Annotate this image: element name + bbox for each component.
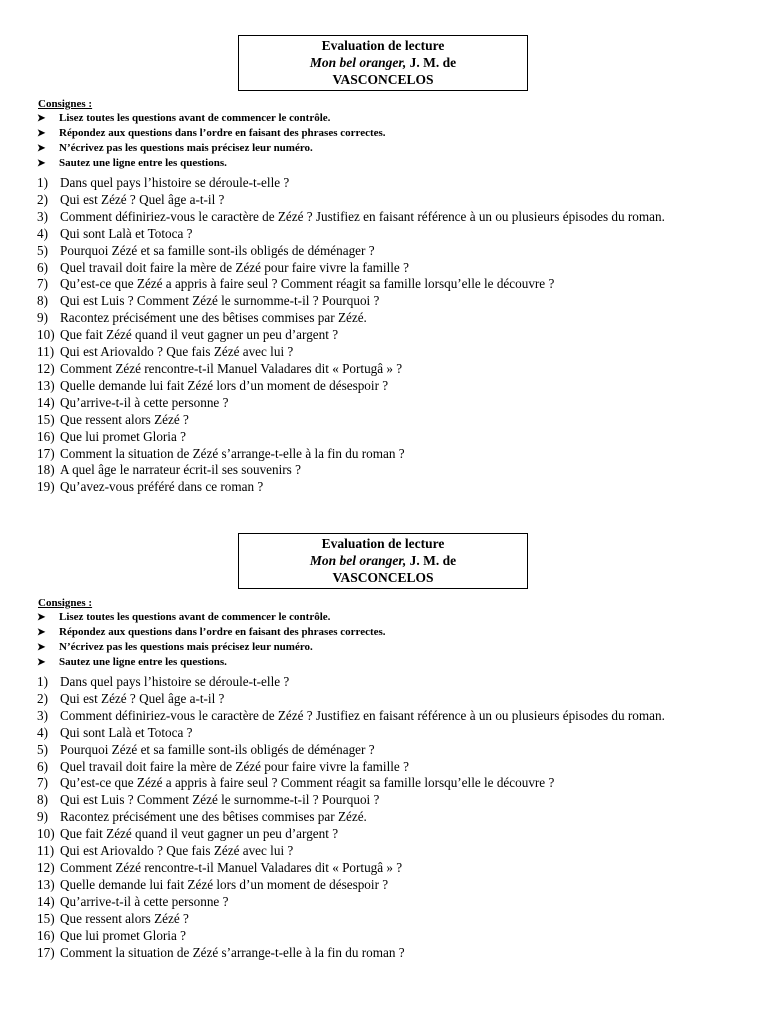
question-item: 8) Qui est Luis ? Comment Zézé le surnomme-t-il ? Pourquoi ?	[37, 293, 380, 309]
question-item: 7) Qu’est-ce que Zézé a appris à faire seul ? Comment réagit sa famille lorsqu’elle le découvre ?	[37, 775, 555, 791]
question-item: 17) Comment la situation de Zézé s’arrange-t-elle à la fin du roman ?	[37, 944, 405, 960]
title: Evaluation de lecture	[321, 536, 445, 551]
question-item: 14) Qu’arrive-t-il à cette personne ?	[37, 893, 229, 909]
author-last: VASCONCELOS	[332, 570, 434, 585]
question-item: 5) Pourquoi Zézé et sa famille sont-ils obligés de déménager ?	[37, 741, 375, 757]
question-list	[37, 674, 737, 961]
question-item: 11) Qui est Ariovaldo ? Que fais Zézé avec lui ?	[37, 344, 294, 360]
question-item: 19) Qu’avez-vous préféré dans ce roman ?	[37, 479, 264, 495]
question-item: 12) Comment Zézé rencontre-t-il Manuel Valadares dit « Portugâ » ?	[37, 859, 403, 875]
instruction-item: ➤ N’écrivez pas les questions mais précisez leur numéro.	[37, 142, 313, 154]
instruction-item: ➤ Lisez toutes les questions avant de commencer le contrôle.	[37, 611, 331, 623]
question-item: 18) A quel âge le narrateur écrit-il ses souvenirs ?	[37, 462, 301, 478]
question-item: 6) Quel travail doit faire la mère de Zézé pour faire vivre la famille ?	[37, 758, 409, 774]
arrow-bullet-icon: ➤	[37, 657, 46, 668]
question-list	[37, 175, 737, 496]
question-item: 4) Qui sont Lalà et Totoca ?	[37, 724, 193, 740]
question-item: 2) Qui est Zézé ? Quel âge a-t-il ?	[37, 690, 225, 706]
question-item: 5) Pourquoi Zézé et sa famille sont-ils obligés de déménager ?	[37, 242, 375, 258]
question-item: 10) Que fait Zézé quand il veut gagner un peu d’argent ?	[37, 327, 339, 343]
author-last: VASCONCELOS	[332, 72, 434, 87]
instructions	[38, 98, 738, 171]
question-item: 10) Que fait Zézé quand il veut gagner un peu d’argent ?	[37, 826, 339, 842]
question-item: 6) Quel travail doit faire la mère de Zézé pour faire vivre la famille ?	[37, 259, 409, 275]
author-first: J. M. de	[406, 553, 457, 568]
question-item: 13) Quelle demande lui fait Zézé lors d’un moment de désespoir ?	[37, 377, 389, 393]
arrow-bullet-icon: ➤	[37, 627, 46, 638]
question-item: 3) Comment définiriez-vous le caractère de Zézé ? Justifiez en faisant référence à un ou plusieurs épisodes du roman.	[37, 208, 665, 224]
question-item: 8) Qui est Luis ? Comment Zézé le surnomme-t-il ? Pourquoi ?	[37, 792, 380, 808]
question-item: 14) Qu’arrive-t-il à cette personne ?	[37, 394, 229, 410]
question-item: 9) Racontez précisément une des bêtises commises par Zézé.	[37, 809, 367, 825]
book-title: Mon bel oranger,	[309, 55, 407, 70]
author-first: J. M. de	[406, 55, 457, 70]
title-box	[238, 35, 528, 91]
instruction-item: ➤ Répondez aux questions dans l’ordre en faisant des phrases correctes.	[37, 127, 386, 139]
question-item: 2) Qui est Zézé ? Quel âge a-t-il ?	[37, 191, 225, 207]
question-item: 1) Dans quel pays l’histoire se déroule-t-elle ?	[37, 175, 290, 190]
question-item: 15) Que ressent alors Zézé ?	[37, 411, 189, 427]
question-item: 1) Dans quel pays l’histoire se déroule-t-elle ?	[37, 674, 290, 689]
instruction-item: ➤ Lisez toutes les questions avant de commencer le contrôle.	[37, 112, 331, 124]
instruction-item: ➤ Sautez une ligne entre les questions.	[37, 656, 227, 668]
instructions	[38, 597, 738, 670]
question-item: 11) Qui est Ariovaldo ? Que fais Zézé avec lui ?	[37, 843, 294, 859]
instructions-heading: Consignes :	[38, 98, 93, 110]
question-item: 13) Quelle demande lui fait Zézé lors d’un moment de désespoir ?	[37, 876, 389, 892]
question-item: 4) Qui sont Lalà et Totoca ?	[37, 225, 193, 241]
question-item: 15) Que ressent alors Zézé ?	[37, 910, 189, 926]
question-item: 9) Racontez précisément une des bêtises commises par Zézé.	[37, 310, 367, 326]
question-item: 17) Comment la situation de Zézé s’arrange-t-elle à la fin du roman ?	[37, 445, 405, 461]
arrow-bullet-icon: ➤	[37, 642, 46, 653]
instruction-item: ➤ Sautez une ligne entre les questions.	[37, 157, 227, 169]
arrow-bullet-icon: ➤	[37, 113, 46, 124]
question-item: 3) Comment définiriez-vous le caractère de Zézé ? Justifiez en faisant référence à un ou plusieurs épisodes du roman.	[37, 707, 665, 723]
question-item: 7) Qu’est-ce que Zézé a appris à faire seul ? Comment réagit sa famille lorsqu’elle le découvre ?	[37, 276, 555, 292]
question-item: 12) Comment Zézé rencontre-t-il Manuel Valadares dit « Portugâ » ?	[37, 360, 403, 376]
instruction-item: ➤ Répondez aux questions dans l’ordre en faisant des phrases correctes.	[37, 626, 386, 638]
arrow-bullet-icon: ➤	[37, 143, 46, 154]
book-title: Mon bel oranger,	[309, 553, 407, 568]
title-box	[238, 533, 528, 589]
arrow-bullet-icon: ➤	[37, 128, 46, 139]
question-item: 16) Que lui promet Gloria ?	[37, 927, 186, 943]
instruction-item: ➤ N’écrivez pas les questions mais précisez leur numéro.	[37, 641, 313, 653]
instructions-heading: Consignes :	[38, 597, 93, 609]
arrow-bullet-icon: ➤	[37, 158, 46, 169]
arrow-bullet-icon: ➤	[37, 612, 46, 623]
title: Evaluation de lecture	[321, 38, 445, 53]
question-item: 16) Que lui promet Gloria ?	[37, 428, 186, 444]
